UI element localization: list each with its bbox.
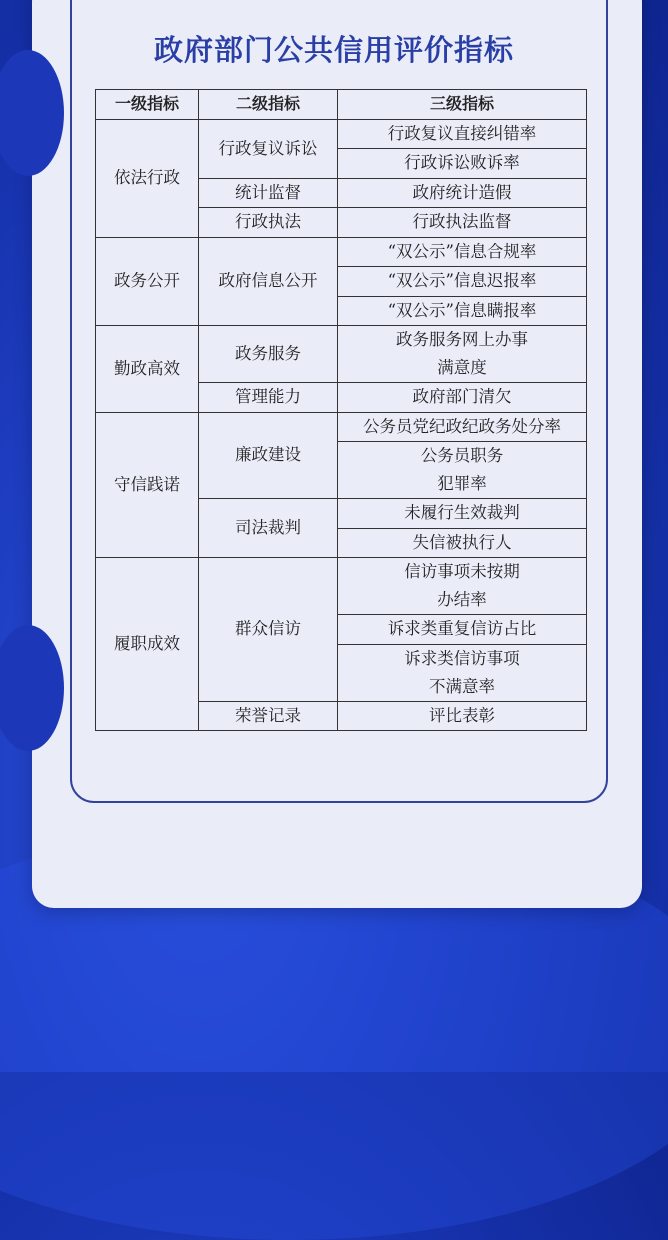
level1-cell: 履职成效 xyxy=(96,558,199,731)
table-row xyxy=(96,326,587,383)
cell-line: 犯罪率 xyxy=(437,474,487,493)
level2-cell: 荣誉记录 xyxy=(199,701,338,731)
level3-cell: 诉求类重复信访占比 xyxy=(338,615,587,645)
level3-cell: 行政复议直接纠错率 xyxy=(338,119,587,149)
level3-cell: 未履行生效裁判 xyxy=(338,499,587,529)
table-row xyxy=(96,237,587,267)
level3-cell xyxy=(338,644,587,701)
level2-cell: 政务服务 xyxy=(199,326,338,383)
level2-cell: 司法裁判 xyxy=(199,499,338,558)
cell-line: 办结率 xyxy=(437,590,487,609)
level3-cell: 政府统计造假 xyxy=(338,178,587,208)
level1-cell: 守信践诺 xyxy=(96,412,199,558)
card-notch xyxy=(0,625,64,751)
level2-cell: 行政复议诉讼 xyxy=(199,119,338,178)
level2-cell: 廉政建设 xyxy=(199,412,338,499)
level2-cell: 群众信访 xyxy=(199,558,338,702)
header-level1: 一级指标 xyxy=(96,90,199,120)
table-row xyxy=(96,119,587,149)
level2-cell: 统计监督 xyxy=(199,178,338,208)
table-header-row xyxy=(96,90,587,120)
cell-line: 不满意率 xyxy=(429,676,495,696)
level3-cell: “双公示”信息瞒报率 xyxy=(338,296,587,326)
level2-cell: 政府信息公开 xyxy=(199,237,338,326)
level1-cell: 依法行政 xyxy=(96,119,199,237)
indicator-table xyxy=(95,89,587,731)
header-level3: 三级指标 xyxy=(338,90,587,120)
cell-line: 满意度 xyxy=(437,358,487,377)
level3-cell: 行政执法监督 xyxy=(338,208,587,238)
level3-cell xyxy=(338,326,587,383)
page-title: 政府部门公共信用评价指标 xyxy=(153,33,514,67)
level2-cell: 管理能力 xyxy=(199,383,338,413)
level3-cell xyxy=(338,442,587,499)
level3-cell: 失信被执行人 xyxy=(338,528,587,558)
level1-cell: 勤政高效 xyxy=(96,326,199,413)
cell-line: 信访事项未按期 xyxy=(404,562,520,581)
cell-line: 诉求类信访事项 xyxy=(404,648,520,668)
table-row xyxy=(96,558,587,615)
cell-line: 政务服务网上办事 xyxy=(396,330,528,349)
header-level2: 二级指标 xyxy=(199,90,338,120)
level3-cell: 行政诉讼败诉率 xyxy=(338,149,587,179)
level1-cell: 政务公开 xyxy=(96,237,199,326)
level3-cell: “双公示”信息合规率 xyxy=(338,237,587,267)
table-row xyxy=(96,412,587,442)
cell-line: 公务员职务 xyxy=(420,446,504,465)
level3-cell xyxy=(338,558,587,615)
level3-cell: 政府部门清欠 xyxy=(338,383,587,413)
level3-cell: 评比表彰 xyxy=(338,701,587,731)
level2-cell: 行政执法 xyxy=(199,208,338,238)
level3-cell: “双公示”信息迟报率 xyxy=(338,267,587,297)
level3-cell: 公务员党纪政纪政务处分率 xyxy=(338,412,587,442)
